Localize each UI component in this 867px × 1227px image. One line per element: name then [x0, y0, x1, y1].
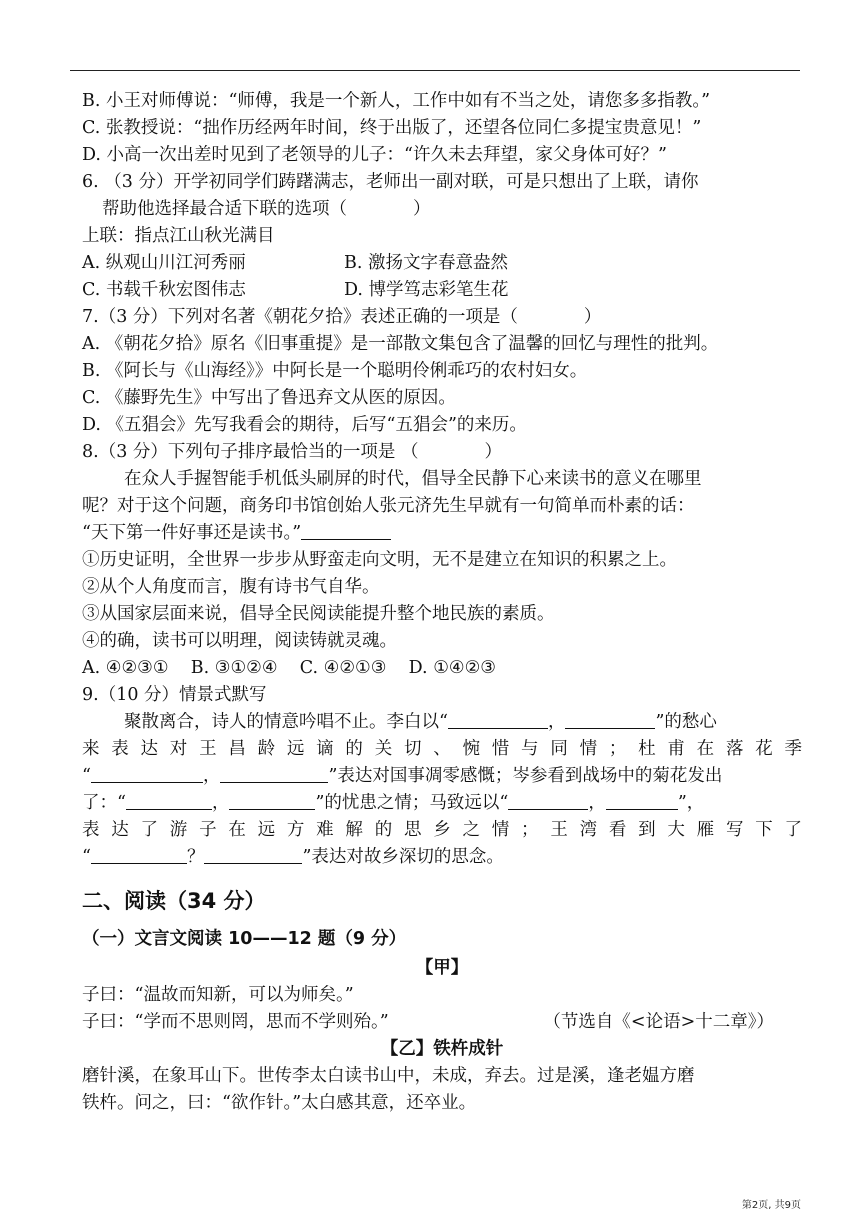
q9-blank — [204, 845, 302, 864]
q7-option-a: A. 《朝花夕拾》原名《旧事重提》是一部散文集包含了温馨的回忆与理性的批判。 — [82, 334, 719, 354]
q9-text: ”表达对国事凋零感慨；岑参看到战场中的菊花发出 — [328, 766, 723, 786]
analects-quote-1: 子曰：“温故而知新，可以为师矣。” — [82, 985, 354, 1005]
q7-option-c: C. 《藤野先生》中写出了鲁迅弃文从医的原因。 — [82, 388, 456, 408]
q9-blank — [91, 764, 203, 783]
q9-blank — [220, 764, 328, 783]
q9-text: ”， — [677, 793, 705, 813]
q6-options-row-1 — [82, 250, 802, 277]
tiechu-text-1: 磨针溪，在象耳山下。世传李太白读书山中，未成，弃去。过是溪，逢老媪方磨 — [82, 1066, 695, 1086]
q8-sentence-3: ③从国家层面来说，倡导全民阅读能提升整个地民族的素质。 — [82, 604, 555, 624]
analects-quote-2: 子曰：“学而不思则罔，思而不学则殆。” — [82, 1012, 389, 1032]
q5-option-d: D. 小高一次出差时见到了老领导的儿子：“许久未去拜望，家父身体可好？” — [82, 145, 667, 165]
q8-passage-1: 在众人手握智能手机低头刷屏的时代，倡导全民静下心来读书的意义在哪里 — [124, 469, 702, 489]
q9-text: ？ — [186, 847, 205, 867]
exam-page — [82, 88, 802, 1117]
section-2-title: 二、阅读（34 分） — [82, 889, 266, 913]
q7-stem: 7.（3 分）下列对名著《朝花夕拾》表述正确的一项是（ — [82, 307, 518, 327]
section-2-subtitle: （一）文言文阅读 10——12 题（9 分） — [82, 929, 407, 949]
q9-text: ”的忧患之情；马致远以“ — [315, 793, 509, 813]
q9-text: 了：“ — [82, 793, 126, 813]
q6-options-row-2 — [82, 277, 802, 304]
q9-line-6 — [82, 844, 802, 871]
q9-blank — [448, 710, 548, 729]
q8-stem: 8.（3 分）下列句子排序最恰当的一项是 （ — [82, 442, 419, 462]
q8-passage-3 — [82, 520, 802, 547]
q8-passage-2: 呢？对于这个问题，商务印书馆创始人张元济先生早就有一句简单而朴素的话： — [82, 496, 695, 516]
q6-stem-close: ） — [413, 199, 431, 219]
q8-answer-blank — [301, 521, 391, 540]
q9-text: “ — [82, 766, 91, 786]
q5-option-b: B. 小王对师傅说：“师傅，我是一个新人，工作中如有不当之处，请您多多指教。” — [82, 91, 711, 111]
q7-stem-line — [82, 304, 802, 331]
q9-blank — [126, 791, 212, 810]
q9-text: ， — [202, 766, 221, 786]
q9-line-3 — [82, 763, 802, 790]
q9-blank — [229, 791, 315, 810]
q9-text: 聚散离合，诗人的情意吟唱不止。李白以“ — [124, 712, 448, 732]
q9-text: ”的愁心 — [655, 712, 717, 732]
passage-jia-label: 【甲】 — [415, 958, 469, 978]
q6-option-d: D. 博学笃志彩笔生花 — [344, 280, 509, 300]
page-number: 第2页, 共9页 — [741, 1200, 801, 1211]
q9-blank — [508, 791, 588, 810]
q9-stem: 9.（10 分）情景式默写 — [82, 685, 267, 705]
analects-source: （节选自《<论语>十二章》） — [543, 1012, 774, 1032]
q6-upper-couplet: 上联：指点江山秋光满目 — [82, 226, 275, 246]
q8-sentence-4: ④的确，读书可以明理，阅读铸就灵魂。 — [82, 631, 397, 651]
q9-blank — [606, 791, 678, 810]
q6-option-a: A. 纵观山川江河秀丽 — [82, 253, 246, 273]
header-rule — [70, 70, 800, 71]
q9-text: ， — [588, 793, 606, 813]
q9-text: ， — [211, 793, 230, 813]
q9-blank — [91, 845, 187, 864]
q7-option-d: D. 《五猖会》先写我看会的期待，后写“五猖会”的来历。 — [82, 415, 527, 435]
q6-option-b: B. 激扬文字春意盎然 — [344, 253, 508, 273]
q8-quote: “天下第一件好事还是读书。” — [82, 523, 302, 543]
q8-stem-close: ） — [484, 442, 502, 462]
q6-stem-cont — [82, 196, 802, 223]
q9-line-1 — [82, 709, 802, 736]
q7-stem-close: ） — [583, 307, 602, 327]
q6-stem-text: 帮助他选择最合适下联的选项（ — [102, 199, 347, 219]
q9-text: ， — [547, 712, 566, 732]
q8-sentence-1: ①历史证明，全世界一步步从野蛮走向文明，无不是建立在知识的积累之上。 — [82, 550, 677, 570]
q9-line-5: 表达了游子在远方难解的思乡之情；王湾看到大雁写下了 — [82, 820, 802, 840]
q8-stem-line — [82, 439, 802, 466]
q9-text: ”表达对故乡深切的思念。 — [302, 847, 504, 867]
q8-options: A. ④②③① B. ③①②④ C. ④②①③ D. ①④②③ — [82, 658, 496, 678]
tiechu-text-2: 铁杵。问之，曰：“欲作针。”太白感其意，还卒业。 — [82, 1093, 477, 1113]
analects-quote-2-line — [82, 1009, 802, 1036]
q9-line-2: 来表达对王昌龄远谪的关切、惋惜与同情；杜甫在落花季 — [82, 739, 802, 759]
q6-option-c: C. 书载千秋宏图伟志 — [82, 280, 246, 300]
q7-option-b: B. 《阿长与《山海经》》中阿长是一个聪明伶俐乖巧的农村妇女。 — [82, 361, 588, 381]
q5-option-c: C. 张教授说：“拙作历经两年时间，终于出版了，还望各位同仁多提宝贵意见！” — [82, 118, 702, 138]
q9-text: “ — [82, 847, 91, 867]
q9-line-4 — [82, 790, 802, 817]
passage-yi-label: 【乙】铁杵成针 — [380, 1039, 504, 1059]
q9-blank — [565, 710, 655, 729]
q6-stem: 6. （3 分）开学初同学们踌躇满志，老师出一副对联，可是只想出了上联，请你 — [82, 172, 699, 192]
q8-sentence-2: ②从个人角度而言，腹有诗书气自华。 — [82, 577, 380, 597]
